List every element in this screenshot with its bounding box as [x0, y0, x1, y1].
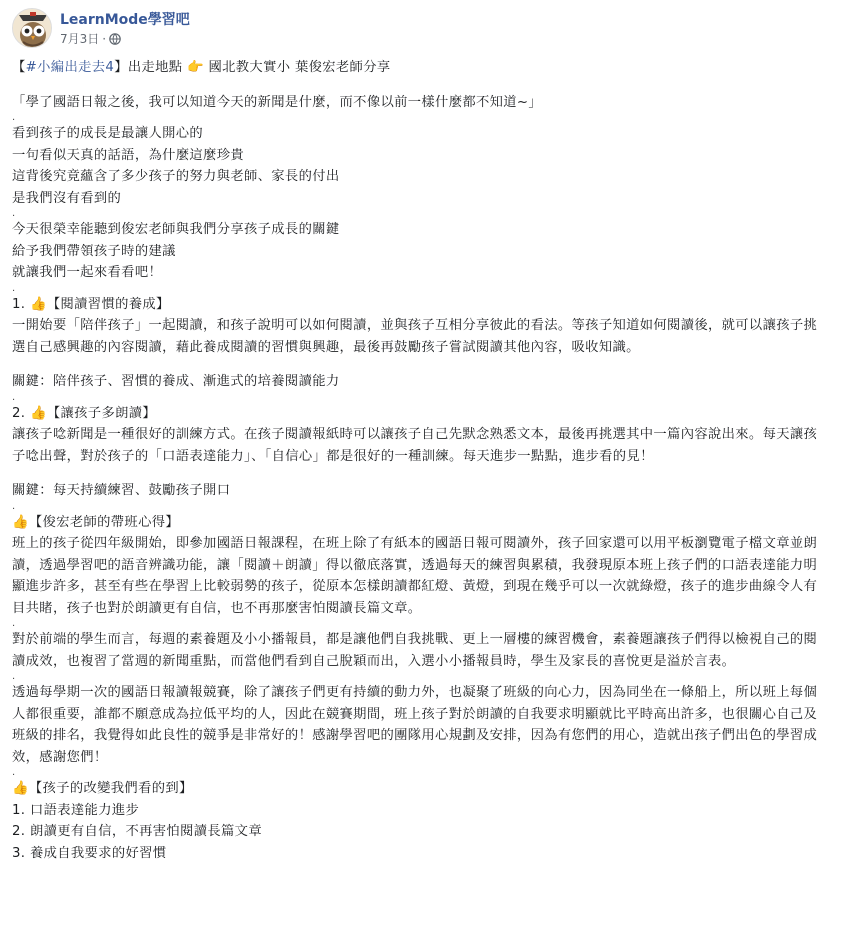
intro-line: 今天很榮幸能聽到俊宏老師與我們分享孩子成長的關鍵: [12, 222, 340, 237]
list-item: 1. 口語表達能力進步: [12, 802, 140, 818]
page-name-link[interactable]: LearnMode學習吧: [60, 12, 190, 28]
spacer-dot: .: [12, 618, 16, 629]
post-title: [12, 57, 828, 79]
post-meta: [60, 30, 121, 48]
hashtag-link[interactable]: #小編出走去4: [25, 60, 115, 75]
spacer-dot: .: [12, 282, 16, 294]
section-2-heading: 2. 👍【讓孩子多朗讀】: [12, 405, 157, 421]
spacer-dot: .: [12, 112, 16, 123]
spacer-dot: .: [12, 391, 16, 403]
owl-logo-icon: [13, 9, 52, 48]
globe-icon[interactable]: [109, 33, 121, 48]
section-1-text: 一開始要「陪伴孩子」一起閱讀，和孩子說明可以如何閱讀，並與孩子互相分享彼此的看法。等孩子知道如何閱讀後，就可以讓孩子挑選自己感興趣的內容閱讀，藉此養成閱讀的習慣與興趣，最後再鼓勵孩子嘗試閱讀其他內容，吸收知識。: [12, 318, 818, 355]
list-item: 2. 朗讀更有自信，不再害怕閱讀長篇文章: [12, 824, 262, 839]
section-1-heading: 1. 👍【閱讀習慣的養成】: [12, 296, 170, 312]
list-item: 3. 養成自我要求的好習慣: [12, 845, 167, 861]
title-open-bracket: 【: [12, 60, 26, 75]
section-2-text: 讓孩子唸新聞是一種很好的訓練方式。在孩子閱讀報紙時可以讓孩子自己先默念熟悉文本，最後再挑選其中一篇內容說出來。每天讓孩子唸出聲，對於孩子的「口語表達能力」、「自信心」都是很好的一種訓練。每天進步一點點，進步看的見！: [12, 427, 818, 464]
meta-separator: ·: [102, 32, 107, 46]
spacer-dot: .: [12, 500, 16, 512]
post-body: [12, 57, 828, 864]
quote-text: 「學了國語日報之後，我可以知道今天的新聞是什麼，而不像以前一樣什麼都不知道~」: [12, 94, 543, 110]
intro-line: 是我們沒有看到的: [12, 190, 122, 206]
section-3-heading: 👍【俊宏老師的帶班心得】: [12, 514, 180, 530]
section-3-paragraph: 透過每學期一次的國語日報讀報競賽，除了讓孩子們更有持續的動力外，也凝聚了班級的向心力，因為同坐在一條船上，所以班上每個人都很重要，誰都不願意成為拉低平均的人，因此在競賽期間，班上孩子對於朗讀的自我要求明顯就比平時高出許多，也很關心自己及班級的排名，我覺得如此良性的競爭是非常好的！感謝學習吧的團隊用心規劃及安排，因為有您們的用心，造就出孩子們出色的學習成效，感謝您們！: [12, 685, 818, 765]
intro-line: 這背後究竟蘊含了多少孩子的努力與老師、家長的付出: [12, 169, 340, 184]
spacer-dot: .: [12, 671, 16, 682]
avatar[interactable]: [12, 8, 52, 48]
intro-line: 就讓我們一起來看看吧！: [12, 265, 163, 280]
intro-line: 給予我們帶領孩子時的建議: [12, 243, 176, 259]
spacer-dot: .: [12, 767, 16, 778]
section-1-key: 關鍵：陪伴孩子、習慣的養成、漸進式的培養閱讀能力: [12, 374, 340, 389]
section-3-paragraph: 對於前端的學生而言，每週的素養題及小小播報員，都是讓他們自我挑戰、更上一層樓的練習機會，素養題讓孩子們得以檢視自己的閱讀成效，也複習了當週的新聞重點，而當他們看到自己脫穎而出，入選小小播報員時，學生及家長的喜悅更是溢於言表。: [12, 632, 818, 669]
spacer-dot: .: [12, 208, 16, 219]
intro-line: 看到孩子的成長是最讓人開心的: [12, 126, 204, 141]
section-3-paragraph: 班上的孩子從四年級開始，即參加國語日報課程，在班上除了有紙本的國語日報可閱讀外，孩子回家還可以用平板瀏覽電子檔文章並朗讀，透過學習吧的語音辨識功能，讓「閱讀＋朗讀」得以徹底落實，透過每天的練習與累積，我發現原本班上孩子們的口語表達能力明顯進步許多，甚至有些在學習上比較弱勢的孩子，從原本怎樣朗讀都紅燈、黃燈，到現在幾乎可以一次就綠燈，孩子的進步曲線令人有目共睹，孩子也對於朗讀更有自信，也不再那麼害怕閱讀長篇文章。: [12, 536, 818, 616]
intro-line: 一句看似天真的話語，為什麼這麼珍貴: [12, 147, 244, 163]
post-date-link[interactable]: 7月3日: [60, 32, 100, 46]
title-text: 】出走地點 👉 國北教大實小 葉俊宏老師分享: [114, 60, 391, 75]
section-2-key: 關鍵：每天持續練習、鼓勵孩子開口: [12, 483, 231, 498]
section-4-heading: 👍【孩子的改變我們看的到】: [12, 781, 193, 796]
